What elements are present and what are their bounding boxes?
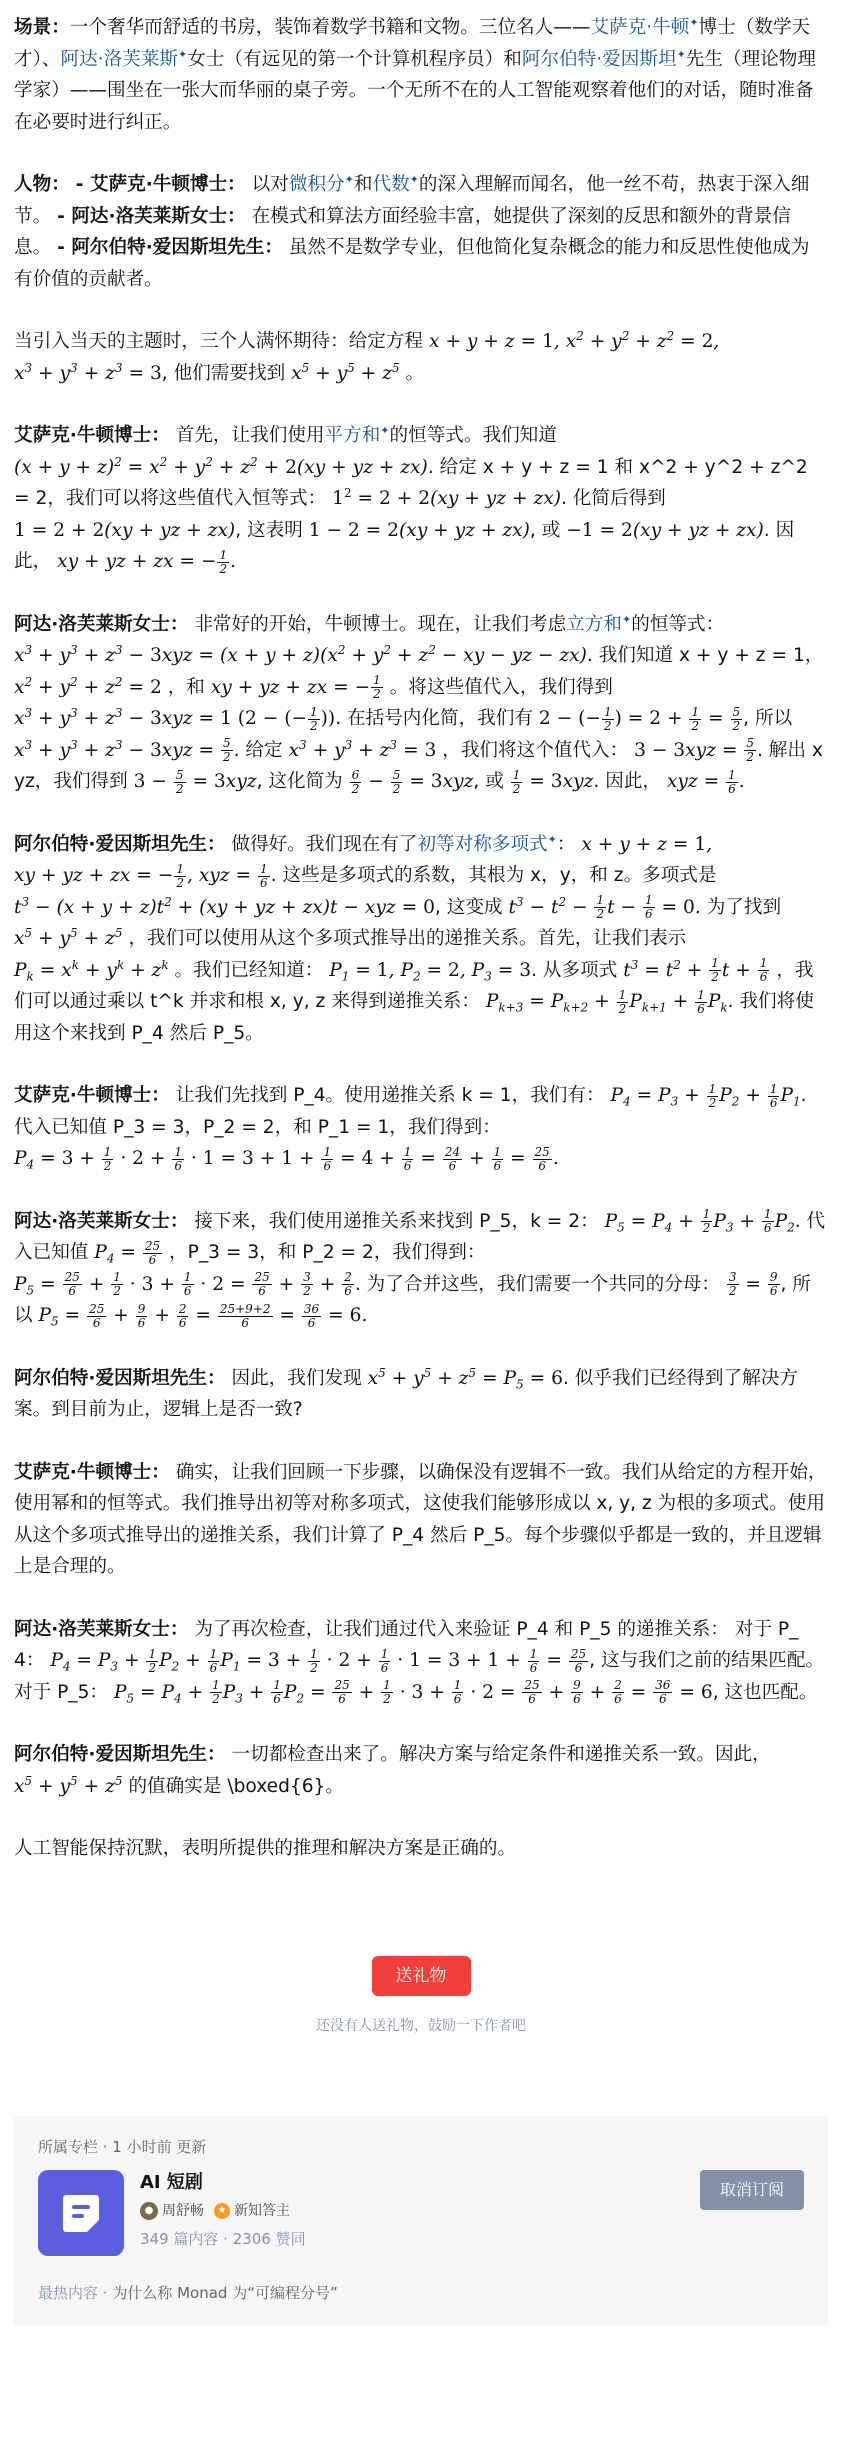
link-plus-icon: ✦ [409, 172, 419, 186]
author-avatar[interactable]: ● [140, 2202, 158, 2220]
math: $x^3 + y^3 + z^3 = 3$ [14, 360, 162, 384]
column-body [38, 2170, 804, 2256]
math: $P_4$ = $\frac{25}{6}$ [94, 1238, 161, 1267]
author-name[interactable]: 周舒畅 [162, 2202, 204, 2219]
hot-content-row [38, 2282, 804, 2304]
text: , 所以 [743, 708, 793, 729]
text: 接下来，我们使用递推关系来找到 P_5，k = 2： [188, 1210, 605, 1232]
math: xy + yz + zx = − $\frac{1}{2}$ , xyz = $\frac{1}{6}$ [14, 861, 268, 890]
math: xy + yz + zx = − $\frac{1}{2}$ [210, 673, 381, 701]
speaker-name: - 阿达·洛芙莱斯女士： [57, 205, 246, 227]
math: $x^3 + y^3 + z^3 - 3xyz$ = $\frac{5}{2}$ [14, 736, 231, 764]
link-plus-icon: ✦ [676, 47, 686, 61]
text: 一个奢华而舒适的书房，装饰着数学书籍和文物。三位名人—— [69, 17, 591, 38]
text: ，我们将这个值代入： [436, 739, 635, 761]
text: 确实，让我们回顾一下步骤，以确保没有逻辑不一致。我们从给定的方程开始，使用幂和的恒等式。我们推导出初等对称多项式，这使我们能够形成以 x, y, z 为根的多项式。使用从这个多项式推导出的递推关系，我们计算了 P_4 然后 P_5。每个步骤似乎都是一致的，并且逻辑上是合理的。 [14, 1461, 827, 1577]
unsubscribe-button[interactable]: 取消订阅 [700, 2170, 804, 2210]
math: $x^5 + y^5 + z^5$ [291, 360, 400, 384]
text: , 或 [529, 519, 567, 541]
albert-paragraph-3 [14, 1739, 828, 1802]
link-plus-icon: ✦ [689, 15, 699, 29]
link-plus-icon: ✦ [344, 172, 354, 186]
text: . 解出 xyz，我们得到 [14, 739, 823, 792]
math: $x^3 + y^3 + z^3 - 3xyz = (x + y + z)(x^2 + y^2 + z^2$ − xy − yz − zx) [14, 642, 587, 666]
speaker-name: - 阿尔伯特·爱因斯坦先生： [57, 237, 283, 258]
albert-einstein-link[interactable]: 阿尔伯特·爱因斯坦 [521, 48, 677, 70]
text: 。将这些值代入，我们得到 [383, 676, 613, 698]
text: , 这表明 [235, 519, 309, 541]
text: 。我们已经知道： [168, 959, 330, 981]
text: . 我们将使用这个来找到 P_4 然后 P_5。 [14, 991, 814, 1044]
text: , 他们需要找到 [161, 362, 292, 384]
text: 非常好的开始，牛顿博士。现在，让我们考虑 [188, 613, 567, 635]
text: 的恒等式： [631, 613, 725, 635]
ada-paragraph-3 [14, 1614, 828, 1709]
document-icon [60, 2191, 102, 2235]
characters-paragraph [14, 169, 828, 295]
text: 人工智能保持沉默，表明所提供的推理和解决方案是正确的。 [14, 1838, 517, 1859]
isaac-paragraph-2 [14, 1080, 828, 1175]
math: $x^5 + y^5 + z^5$ [14, 1773, 123, 1797]
hot-content-link[interactable]: 为什么称 Monad 为“可编程分号” [112, 2283, 338, 2302]
isaac-newton-link[interactable]: 艾萨克·牛顿 [590, 17, 690, 38]
scene-paragraph [14, 12, 828, 138]
speaker-name: 阿达·洛芙莱斯女士： [14, 1210, 189, 1232]
text: 首先，让我们使用 [169, 425, 325, 446]
math: $P_5$ = $\frac{25}{6}$ + $\frac{1}{2}$ · 3 + $\frac{1}{6}$ · 2 = $\frac{25}{6}$ + $\frac{3}{2}$ + $\frac{2}{6}$ [14, 1270, 352, 1298]
text: 的深入理解而闻名，他一丝不苟，热衷于深入细节。 [14, 174, 810, 227]
math: $P_5 = P_4$ + $\frac{1}{2}$ $P_3$ + $\frac{1}{6}$ $P_2$ [604, 1207, 795, 1235]
text: 让我们先找到 P_4。使用递推关系 k = 1，我们有： [169, 1085, 611, 1106]
text: , 这化简为 [256, 771, 349, 792]
text: . 因此， [14, 519, 795, 572]
symmetric-polynomial-link[interactable]: 初等对称多项式 [417, 833, 548, 855]
math: $P_{k+3} = P_{k+2}$ + $\frac{1}{2}$ $P_{k+1}$ + $\frac{1}{6}$ $P_k$ [485, 987, 728, 1016]
math: 3 − 3xyz = $\frac{5}{2}$ [634, 736, 754, 764]
scene-label: 场景： [14, 17, 70, 38]
speaker-name: 阿达·洛芙莱斯女士： [14, 613, 189, 635]
math: $\frac{1}{2}$ = 3xyz [512, 767, 594, 796]
column-stats: 349 篇内容 · 2306 赞同 [140, 2229, 306, 2248]
math: xy + yz + zx = − $\frac{1}{2}$ . [57, 547, 237, 576]
characters-label: 人物： [14, 174, 70, 195]
math: $P_4 = 3$ + $\frac{1}{2}$ · 2 + $\frac{1}{6}$ · 1 = 3 + 1 + $\frac{1}{6}$ = 4 + $\frac{1}{6}$ = $\frac{24}{6}$ + $\frac{1}{6}$ = $\frac{25}{6}$ . [14, 1144, 559, 1173]
text: . 因此， [593, 771, 667, 792]
text: 虽然不是数学专业，但他简化复杂概念的能力和反思性使他成为有价值的贡献者。 [14, 237, 810, 290]
link-plus-icon: ✦ [380, 423, 390, 437]
math: $t^3 - (x + y + z)t^2 + (xy$ + yz + zx)t − xyz = 0 [14, 894, 435, 918]
math: x + y + z = 1, $x^2 + y^2 + z^2 = 2$, [428, 328, 720, 352]
text: 先生（理论物理学家）——围坐在一张大而华丽的桌子旁。一个无所不在的人工智能观察着他们的对话，随时准备在必要时进行纠正。 [14, 48, 816, 133]
gift-section [0, 1896, 842, 2036]
text: , 或 [473, 771, 510, 792]
math: $1^2 = 2 + 2(xy$ + yz + zx) [332, 485, 561, 509]
math: 3 − $\frac{5}{2}$ = 3xyz [133, 767, 257, 796]
math: $x^5 + y^5 + z^5$ [14, 925, 123, 949]
closing-paragraph [14, 1833, 828, 1865]
text: . 从多项式 [531, 959, 624, 981]
isaac-paragraph-3 [14, 1457, 828, 1583]
column-author-row [140, 2200, 306, 2222]
text: 在模式和算法方面经验丰富，她提供了深刻的反思和额外的背景信息。 [14, 205, 791, 258]
math: $x^3 + y^3 + z^3 = 3$ [288, 737, 437, 761]
isaac-paragraph-1 [14, 420, 828, 578]
speaker-name: 阿达·洛芙莱斯女士： [14, 1618, 189, 1640]
text: ，我们可以使用从这个多项式推导出的递推关系。首先，让我们表示 [122, 928, 687, 949]
gift-note: 还没有人送礼物，鼓励一下作者吧 [316, 2017, 526, 2034]
text: 。 [399, 362, 425, 384]
text: ，我们可以通过乘以 t^k 并求和根 x, y, z 来得到递推关系： [14, 959, 814, 1012]
text: 的恒等式。我们知道 [389, 425, 557, 446]
column-header: 所属专栏 · 1 小时前 更新 [38, 2137, 207, 2156]
speaker-name: - 艾萨克·牛顿博士： [75, 174, 246, 195]
text: . 代入已知值 [14, 1210, 826, 1263]
hot-content-label: 最热内容 · [38, 2283, 113, 2302]
text: ，P_3 = 3，和 P_2 = 2，我们得到： [163, 1242, 486, 1263]
text: 因此，我们发现 [225, 1367, 368, 1389]
text: . 我们知道 x + y + z = 1， [586, 645, 824, 666]
math: 1 − 2 = 2(xy + yz + zx) [308, 519, 530, 541]
math: $P_5$ = $\frac{25}{6}$ + $\frac{9}{6}$ + $\frac{2}{6}$ = $\frac{25+9+2}{6}$ = $\frac{36}{6}$ = 6. [38, 1301, 368, 1330]
sum-of-squares-link[interactable]: 平方和 [324, 425, 381, 446]
text: 博士（数学天才）、 [14, 17, 811, 70]
column-card [14, 2116, 828, 2326]
text: ，和 [161, 676, 211, 698]
math: $P_4 = P_3$ + $\frac{1}{2}$ $P_2$ + $\frac{1}{6}$ $P_1$ [610, 1081, 801, 1110]
text: . 为了合并这些，我们需要一个共同的分母： [354, 1273, 726, 1295]
math: x + y + z = 1, [581, 833, 713, 855]
text: . 代入已知值 P_3 = 3，P_2 = 2，和 P_1 = 1，我们得到： [14, 1085, 807, 1138]
link-plus-icon: ✦ [547, 832, 557, 846]
math: $x^2 + y^2 + z^2 = 2$ [14, 674, 162, 698]
speaker-name: 阿尔伯特·爱因斯坦先生： [14, 1367, 226, 1389]
intro-paragraph [14, 326, 828, 389]
sum-of-cubes-link[interactable]: 立方和 [566, 613, 623, 635]
text: 当引入当天的主题时，三个人满怀期待：给定方程 [14, 331, 429, 352]
text: , 这变成 [434, 896, 509, 918]
text: 为了找到 [700, 896, 782, 918]
math: $x^3 + y^3 + z^3 - 3xyz = 1$ (2 − (− $\frac{1}{2}$ )) [14, 704, 336, 733]
algebra-link[interactable]: 代数 [372, 174, 410, 195]
math: $t^3 - t^2$ − $\frac{1}{2}$ t − $\frac{1}{6}$ = 0. [508, 893, 701, 921]
ada-lovelace-link[interactable]: 阿达·洛芙莱斯 [60, 48, 178, 70]
speaker-name: 阿尔伯特·爱因斯坦先生： [14, 833, 226, 855]
text: , 所以 [14, 1273, 811, 1326]
column-info [140, 2170, 306, 2250]
text: 以对 [245, 174, 289, 195]
calculus-link[interactable]: 微积分 [288, 174, 345, 195]
link-plus-icon: ✦ [177, 47, 188, 61]
speaker-name: 艾萨克·牛顿博士： [14, 1085, 170, 1106]
math: $\frac{3}{2}$ = $\frac{9}{6}$ [728, 1270, 778, 1298]
text: . 这些是多项式的系数，其根为 x，y，和 z。多项式是 [270, 865, 717, 886]
text: 和 [353, 174, 373, 195]
math: −1 = 2(xy + yz + zx) [566, 519, 764, 541]
text: . 给定 x + y + z = 1 和 x^2 + y^2 + z^2 = 2，我们可以将这些值代入恒等式： [14, 456, 808, 509]
math: $P_1 = 1$, $P_2 = 2$, $P_3 = 3$ [329, 959, 532, 984]
text: , 这也匹配。 [712, 1681, 818, 1703]
math: xyz = $\frac{1}{6}$ . [666, 767, 745, 796]
math: $P_k = x^k + y^k + z^k$ [14, 957, 169, 984]
text: , 这与我们之前的结果匹配。 对于 P_5： [14, 1650, 825, 1703]
math: $x^5 + y^5 + z^5 = P_5 = 6$ [367, 1365, 563, 1392]
math: 2 − (− $\frac{1}{2}$ ) = 2 + $\frac{1}{2}$ = $\frac{5}{2}$ [538, 704, 741, 733]
text: 的值确实是 \boxed{6}。 [122, 1775, 344, 1797]
text: 女士（有远见的第一个计算机程序员）和 [187, 48, 522, 70]
text: . 给定 [233, 739, 289, 761]
text: . 似乎我们已经得到了解决方案。到目前为止，逻辑上是否一致? [14, 1367, 798, 1420]
speaker-name: 艾萨克·牛顿博士： [14, 425, 170, 446]
speaker-name: 艾萨克·牛顿博士： [14, 1461, 170, 1483]
link-plus-icon: ✦ [622, 612, 632, 626]
albert-paragraph-1 [14, 829, 828, 1050]
text: . 化简后得到 [560, 488, 666, 509]
text: 做得好。我们现在有了 [225, 833, 418, 855]
badge-icon: ★ [214, 2203, 230, 2219]
text: 为了再次检查，让我们通过代入来验证 P_4 和 P_5 的递推关系： 对于 P_4： [14, 1618, 799, 1671]
column-logo-icon[interactable] [38, 2170, 124, 2256]
send-gift-button[interactable]: 送礼物 [372, 1956, 471, 1996]
speaker-name: 阿尔伯特·爱因斯坦先生： [14, 1744, 226, 1765]
math: $(x + y + z)^2 = x^2 + y^2 + z^2 + 2(xy$ + yz + zx) [14, 454, 428, 478]
math: $t^3 = t^2$ + $\frac{1}{2}$ t + $\frac{1}{6}$ [623, 956, 768, 984]
author-badge-label: 新知答主 [234, 2202, 290, 2219]
math: $\frac{6}{2}$ − $\frac{5}{2}$ = 3xyz [351, 767, 474, 796]
math: $P_5 = P_4$ + $\frac{1}{2}$ $P_3$ + $\frac{1}{6}$ $P_2$ = $\frac{25}{6}$ + $\frac{1}{2}$ · 3 + $\frac{1}{6}$ · 2 = $\frac{25}{6}$ + $\frac{9}{6}$ + $\frac{2}{6}$ = $\frac{36}{6}$ = 6 [113, 1678, 713, 1706]
ada-paragraph-1 [14, 609, 828, 798]
text: . 在括号内化简，我们有 [335, 708, 539, 729]
text: 一切都检查出来了。解决方案与给定条件和递推关系一致。因此， [225, 1744, 771, 1765]
math: 1 = 2 + 2(xy + yz + zx) [14, 519, 236, 541]
albert-paragraph-2 [14, 1363, 828, 1426]
ada-paragraph-2 [14, 1206, 828, 1332]
math: $P_4 = P_3$ + $\frac{1}{2}$ $P_2$ + $\frac{1}{6}$ $P_1 = 3$ + $\frac{1}{2}$ · 2 + $\frac{1}{6}$ · 1 = 3 + 1 + $\frac{1}{6}$ = $\frac{25}{6}$ [50, 1646, 587, 1675]
column-title[interactable]: AI 短剧 [140, 2171, 203, 2193]
text: ： [556, 833, 582, 855]
